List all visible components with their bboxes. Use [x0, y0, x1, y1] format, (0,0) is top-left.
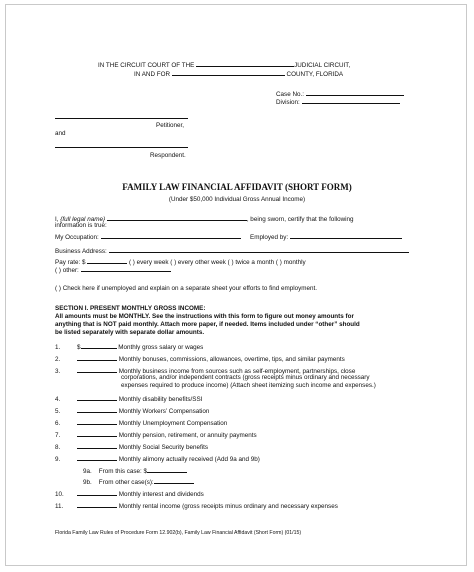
item-text: From this case: $ — [98, 468, 148, 475]
item-number: 1. — [55, 344, 61, 351]
pay-other-field[interactable] — [81, 265, 171, 272]
pay-other-row — [55, 265, 171, 275]
petitioner-label: Petitioner, — [156, 122, 185, 129]
section-1-heading: SECTION I. PRESENT MONTHLY GROSS INCOME: — [55, 305, 206, 312]
judicial-circuit-blank[interactable] — [196, 60, 294, 67]
item-number: 2. — [55, 356, 61, 363]
division-label: Division: — [276, 99, 300, 106]
amount-field[interactable] — [77, 406, 117, 413]
amount-field[interactable] — [77, 430, 117, 437]
item-text: Monthly disability benefits/SSI — [118, 396, 203, 403]
respondent-label: Respondent. — [150, 152, 186, 159]
list-item — [55, 430, 257, 440]
division-row — [276, 97, 400, 107]
form-subtitle: (Under $50,000 Individual Gross Annual Income) — [168, 196, 306, 203]
amount-field[interactable] — [77, 354, 117, 361]
amount-field[interactable] — [77, 501, 117, 508]
item-text: Monthly Workers’ Compensation — [118, 408, 210, 415]
amount-field[interactable] — [81, 342, 117, 349]
item-number: 10. — [55, 491, 64, 498]
form-title: FAMILY LAW FINANCIAL AFFIDAVIT (SHORT FORM) — [122, 182, 352, 192]
unemployed-checkbox-text[interactable]: ( ) Check here if unemployed and explain on a separate sheet your efforts to find employment. — [55, 285, 318, 292]
respondent-blank-row — [55, 141, 188, 151]
item-number: 9b. — [83, 479, 92, 486]
amount-field[interactable] — [147, 466, 187, 473]
respondent-field[interactable] — [55, 141, 188, 148]
occupation-label: My Occupation: — [55, 234, 99, 241]
list-item-sub — [83, 477, 194, 487]
list-item — [55, 354, 345, 364]
item-text: Monthly alimony actually received (Add 9a and 9b) — [118, 456, 260, 463]
business-address-label: Business Address: — [55, 248, 107, 255]
item-number: 4. — [55, 396, 61, 403]
i-label: I, — [55, 216, 59, 223]
item-number: 9. — [55, 456, 61, 463]
list-item — [55, 489, 204, 499]
amount-field[interactable] — [77, 442, 117, 449]
being-sworn-text: , being sworn, certify that the following — [246, 216, 354, 223]
list-item — [55, 501, 338, 511]
item-text: Monthly bonuses, commissions, allowances, overtime, tips, and similar payments — [118, 356, 345, 363]
business-address-field[interactable] — [109, 246, 409, 253]
occupation-field[interactable] — [101, 232, 241, 239]
list-item-sub — [83, 466, 187, 476]
occupation-row — [55, 232, 402, 242]
county-blank[interactable] — [172, 69, 285, 76]
judicial-circuit-label: JUDICIAL CIRCUIT, — [294, 62, 351, 69]
item-text: Monthly interest and dividends — [118, 491, 204, 498]
instructions-line-1: All amounts must be MONTHLY. See the instructions with this form to figure out money amounts for — [55, 313, 354, 320]
list-item — [55, 394, 202, 404]
item-number: 3. — [55, 368, 61, 375]
in-and-for-label: IN AND FOR — [134, 71, 171, 78]
pay-other-label[interactable]: ( ) other: — [55, 267, 79, 274]
item-number: 6. — [55, 420, 61, 427]
pay-frequency-options[interactable]: ( ) every week ( ) every other week ( ) twice a month ( ) monthly — [128, 259, 306, 266]
employed-by-label: Employed by: — [250, 234, 289, 241]
amount-field[interactable] — [77, 394, 117, 401]
item-text: Monthly Unemployment Compensation — [118, 420, 228, 427]
court-label: IN THE CIRCUIT COURT OF THE — [98, 62, 195, 69]
info-true-text: information is true: — [55, 222, 107, 229]
amount-field[interactable] — [77, 454, 117, 461]
instructions-line-2: anything that is NOT paid monthly. Attach more paper, if needed. Items included under “other” should — [55, 321, 360, 328]
item-text: Monthly gross salary or wages — [118, 344, 204, 351]
list-item — [55, 342, 203, 352]
county-label: COUNTY, FLORIDA — [286, 71, 344, 78]
pay-rate-field[interactable] — [87, 257, 127, 264]
and-label: and — [55, 130, 66, 137]
business-address-row — [55, 246, 409, 256]
item-text: Monthly pension, retirement, or annuity payments — [118, 432, 257, 439]
list-item — [55, 442, 208, 452]
item-text-continued: expenses required to produce income) (Attach sheet itemizing such income and expenses.) — [121, 382, 376, 389]
item-number: 5. — [55, 408, 61, 415]
court-line-2 — [134, 69, 343, 79]
list-item — [55, 406, 209, 416]
item-number: 11. — [55, 503, 64, 510]
dollar-sign: $ — [77, 344, 81, 351]
full-legal-name-hint: {full legal name} — [60, 216, 106, 223]
item-number: 8. — [55, 444, 61, 451]
list-item — [55, 454, 260, 464]
item-number: 9a. — [83, 468, 92, 475]
amount-field[interactable] — [77, 366, 117, 373]
item-text: Monthly rental income (gross receipts minus ordinary and necessary expenses — [118, 503, 338, 510]
division-field[interactable] — [302, 97, 400, 104]
amount-field[interactable] — [154, 477, 194, 484]
instructions-line-3: be listed separately with separate dollar amounts. — [55, 329, 205, 336]
amount-field[interactable] — [77, 489, 117, 496]
form-footer: Florida Family Law Rules of Procedure Form 12.902(b), Family Law Financial Affidavit (Short Form) (01/15) — [55, 530, 302, 536]
item-number: 7. — [55, 432, 61, 439]
petitioner-field[interactable] — [55, 112, 188, 119]
case-no-field[interactable] — [306, 89, 404, 96]
item-text: From other case(s): — [98, 479, 154, 486]
list-item — [55, 418, 227, 428]
item-text: Monthly Social Security benefits — [118, 444, 208, 451]
full-name-field[interactable] — [107, 214, 247, 221]
pay-rate-label: Pay rate: $ — [55, 259, 86, 266]
petitioner-blank-row — [55, 112, 188, 122]
item-text-continued: corporations, and/or independent contracts (gross receipts minus ordinary and necessary — [121, 374, 370, 381]
case-no-label: Case No.: — [276, 91, 304, 98]
item-text: Monthly business income from sources such as self-employment, partnerships, close — [118, 368, 356, 375]
employed-by-field[interactable] — [290, 232, 402, 239]
amount-field[interactable] — [77, 418, 117, 425]
